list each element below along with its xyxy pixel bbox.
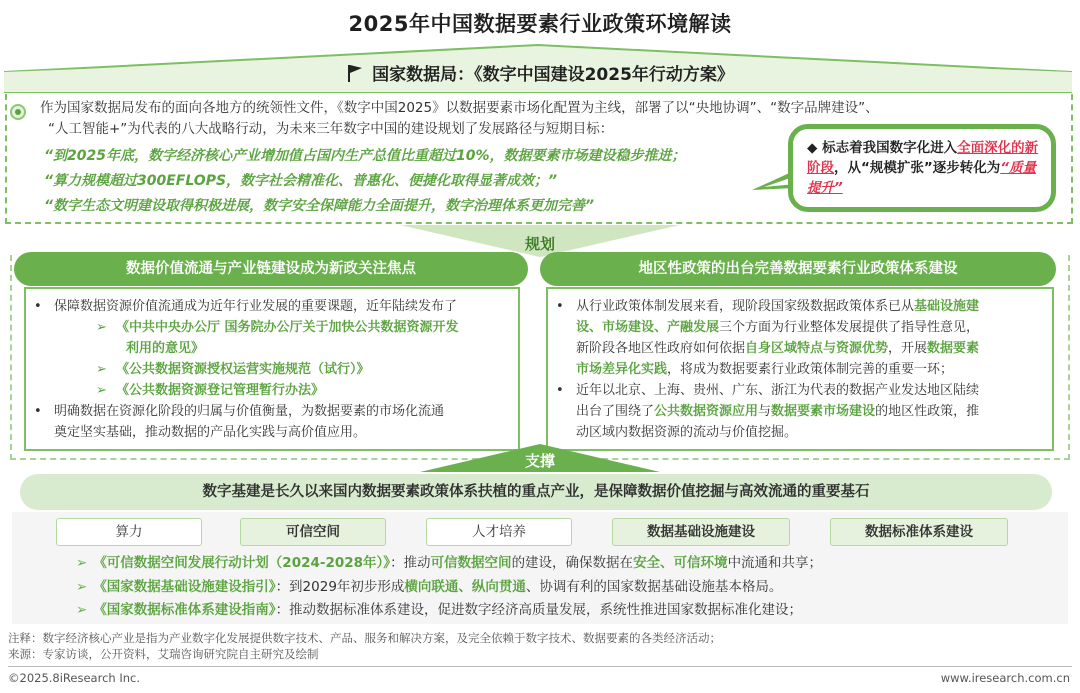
bullet-dot-icon	[10, 104, 26, 120]
flag-icon	[346, 64, 364, 82]
footer-note: 注释：数字经济核心产业是指为产业数字化发展提供数字技术、产品、服务和解决方案，及完全依赖于数字技术、数据要素的各类经济活动；	[8, 631, 721, 645]
foundation-bar: 数字基建是长久以来国内数据要素政策体系扶植的重点产业，是保障数据价值挖掘与高效流通的重要基石	[20, 474, 1052, 510]
left-column-header: 数据价值流通与产业链建设成为新政关注焦点	[14, 252, 528, 286]
site-url[interactable]: www.iresearch.com.cn	[940, 671, 1070, 685]
guihua-label: 规划	[524, 235, 555, 253]
doc-item-3: ➢ 《公共数据资源登记管理暂行办法》	[96, 383, 324, 398]
diamond-icon: ◆	[807, 140, 823, 156]
chip-data-infra: 数据基础设施建设	[612, 518, 790, 546]
chip-data-standards: 数据标准体系建设	[830, 518, 1008, 546]
footer-source: 来源：专家访谈，公开资料，艾瑞咨询研究院自主研究及绘制	[8, 647, 319, 661]
top-header-title	[0, 60, 1080, 85]
intro-line-2: “人工智能+”为代表的八大战略行动，为未来三年数字中国的建设规划了发展路径与短期目标：	[48, 121, 614, 137]
chip-talent: 人才培养	[426, 518, 572, 546]
copyright: ©2025.8iResearch Inc.	[8, 671, 140, 685]
intro-line-1: 作为国家数据局发布的面向各地方的统领性文件，《数字中国2025》以数据要素市场化配置为主线，部署了以“央地协调”、“数字品牌建设”、	[40, 100, 879, 116]
footer-divider	[8, 666, 1072, 667]
zhicheng-label: 支撑	[524, 452, 555, 470]
policy-item-3: ➢ 《国家数据标准体系建设指南》：推动数据标准体系建设，促进数字经济高质量发展，系统性推进国家数据标准化建设；	[76, 602, 803, 618]
quote-3: “数字生态文明建设取得积极进展，数字安全保障能力全面提升，数字治理体系更加完善”	[44, 198, 595, 214]
right-column-header: 地区性政策的出台完善数据要素行业政策体系建设	[540, 252, 1056, 286]
right-column-text: • 从行业政策体制发展来看，现阶段国家级数据政策体系已从基础设施建 设、市场建设、产融发展三个方面为行业整体发展提供了指导性意见， 新阶段各地区性政府如何依据自身区域特点与资源优势，开展数据要素 市场差异化实践，将成为数据要素行业政策体制完善的重要一环； • 近年以北京、上海、贵州、广东、浙江为代表的数据产业发达地区陆续 出台了围绕了公共数据资源应用与数据要素市场建设的地区性政策，推 动区域内数据资源的流动与价值挖掘。	[556, 299, 980, 440]
quote-1: “到2025年底，数字经济核心产业增加值占国内生产总值比重超过10%，数据要素市场建设稳步推进；	[44, 148, 686, 164]
policy-item-2: ➢ 《国家数据基础设施建设指引》：到2029年初步形成横向联通、纵向贯通、协调有利的国家数据基础设施基本格局。	[76, 579, 783, 595]
highlight-bubble: ◆ 标志着我国数字化进入全面深化的新阶段，从“规模扩张”逐步转化为“质量提升”	[788, 124, 1056, 212]
page-title: 2025年中国数据要素行业政策环境解读	[348, 12, 732, 36]
doc-item-1: ➢ 《中共中央办公厅 国务院办公厅关于加快公共数据资源开发	[96, 320, 459, 335]
left-column-text: • 保障数据资源价值流通成为近年行业发展的重要课题，近年陆续发布了 ➢ 《中共中央办公厅 国务院办公厅关于加快公共数据资源开发 利用的意见》 ➢ 《公共数据资源授权运营实施规范（试行）》 ➢ 《公共数据资源登记管理暂行办法》 • 明确数据在资源化阶段的归属与价值衡量，为数据要素的市场化流通 奠定坚实基础，推动数据的产品化实践与高价值应用。	[34, 296, 514, 443]
policy-item-1: ➢ 《可信数据空间发展行动计划（2024-2028年）》：推动可信数据空间的建设，确保数据在安全、可信环境中流通和共享；	[76, 555, 823, 571]
footer-notes	[8, 630, 721, 662]
chip-computing: 算力	[56, 518, 202, 546]
quote-2: “算力规模超过300EFLOPS，数字社会精准化、普惠化、便捷化取得显著成效；”	[44, 173, 558, 189]
top-header-label: 国家数据局：《数字中国建设2025年行动方案》	[372, 65, 734, 85]
doc-item-2: ➢ 《公共数据资源授权运营实施规范（试行）》	[96, 362, 370, 377]
chip-trusted-space: 可信空间	[240, 518, 386, 546]
